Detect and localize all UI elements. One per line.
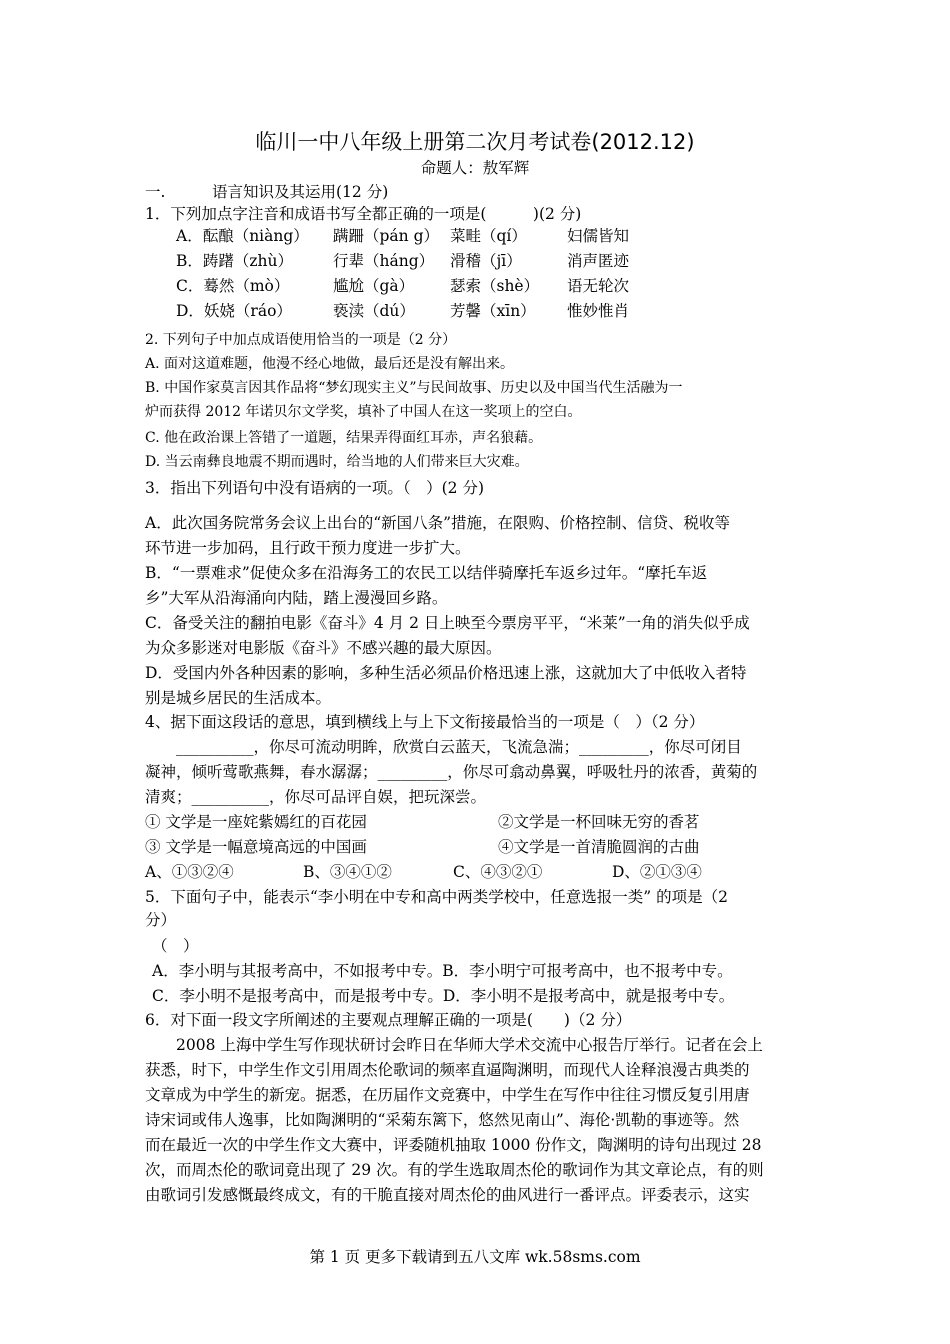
q1-option-c-word4: 语无轮次 — [567, 277, 630, 295]
q2-option-d: D. 当云南彝良地震不期而遇时，给当地的人们带来巨大灾难。 — [145, 454, 529, 470]
q1-option-c: C．蓦然（mò） — [176, 277, 290, 295]
q3-line: C．备受关注的翻拍电影《奋斗》4 月 2 日上映至今票房平平，“米莱”一角的消失似乎成 — [145, 614, 750, 632]
q1-option-b: B．踌躇（zhù） — [176, 252, 294, 270]
q6-stem: 6．对下面一段文字所阐述的主要观点理解正确的一项是( )（2 分） — [145, 1011, 632, 1029]
section-number: 一. — [145, 183, 166, 201]
q3-line: D．受国内外各种因素的影响，多种生活必须品价格迅速上涨，这就加大了中低收入者特 — [145, 664, 747, 682]
q4-passage-line: __________，你尽可流动明眸，欣赏白云蓝天，飞流急湍；_________，你尽可闭目 — [145, 738, 742, 756]
q1-option-d-word4: 惟妙惟肖 — [567, 302, 630, 320]
q2-option-b: B. 中国作家莫言因其作品将“梦幻现实主义”与民间故事、历史以及中国当代生活融为一 — [145, 380, 683, 396]
q5-stem: 5．下面句子中，能表示“李小明在中专和高中两类学校中，任意选报一类” 的项是（2 — [145, 888, 729, 906]
q1-option-c-word3: 瑟索（shè） — [450, 277, 540, 295]
q6-passage-line: 获悉，时下，中学生作文引用周杰伦歌词的频率直逼陶渊明，而现代人诠释浪漫古典类的 — [145, 1061, 750, 1079]
q4-stem: 4、据下面这段话的意思，填到横线上与上下文衔接最恰当的一项是（ ）（2 分） — [145, 713, 705, 731]
q4-passage-line: 清爽；__________，你尽可品评自娱，把玩深尝。 — [145, 788, 487, 806]
q1-option-c-word2: 尴尬（gà） — [333, 277, 415, 295]
q2-option-b-cont: 炉而获得 2012 年诺贝尔文学奖，填补了中国人在这一奖项上的空白。 — [145, 404, 582, 420]
q4-sentence-2: ②文学是一杯回味无穷的香茗 — [498, 813, 700, 831]
q5-options-cd: C．李小明不是报考高中，而是报考中专。D．李小明不是报考高中，就是报考中专。 — [152, 987, 735, 1005]
q3-line: 乡”大军从沿海涌向内陆，踏上漫漫回乡路。 — [145, 589, 448, 607]
q2-option-a: A. 面对这道难题，他漫不经心地做，最后还是没有解出来。 — [145, 356, 515, 372]
q6-passage-line: 2008 上海中学生写作现状研讨会昨日在华师大学术交流中心报告厅举行。记者在会上 — [145, 1036, 763, 1054]
q4-sentence-3: ③ 文学是一幅意境高远的中国画 — [145, 838, 367, 856]
q4-passage-line: 凝神，倾听莺歌燕舞，春水潺潺；_________，你尽可翕动鼻翼，呼吸牡丹的浓香，黄菊的 — [145, 763, 758, 781]
q1-option-d: D．妖娆（ráo） — [176, 302, 292, 320]
q4-sentence-4: ④文学是一首清脆圆润的古曲 — [498, 838, 700, 856]
page-footer: 第 1 页 更多下载请到五八文库 wk.58sms.com — [309, 1248, 641, 1266]
q5-answer-paren: （ ） — [152, 937, 199, 955]
section-heading: 语言知识及其运用(12 分) — [212, 183, 389, 201]
q1-option-a: A．酝酿（niàng） — [176, 227, 309, 245]
q1-option-a-word3: 菜畦（qí） — [450, 227, 527, 245]
page-title: 临川一中八年级上册第二次月考试卷(2012.12) — [255, 130, 695, 154]
q3-line: 别是城乡居民的生活成本。 — [145, 689, 332, 707]
q5-stem-cont: 分） — [145, 911, 177, 929]
q1-option-b-word4: 消声匿迹 — [567, 252, 630, 270]
q6-passage-line: 由歌词引发感慨最终成文，有的干脆直接对周杰伦的曲风进行一番评点。评委表示，这实 — [145, 1186, 750, 1204]
q3-line: 环节进一步加码，且行政干预力度进一步扩大。 — [145, 539, 471, 557]
q1-stem: 1．下列加点字注音和成语书写全都正确的一项是( )(2 分) — [145, 205, 582, 223]
author-line: 命题人：敖军辉 — [420, 159, 530, 177]
q6-passage-line: 诗宋词或伟人逸事，比如陶渊明的“采菊东篱下，悠然见南山”、海伦·凯勒的事迹等。然 — [145, 1111, 740, 1129]
q4-answer-b: B、③④①② — [303, 863, 392, 881]
q4-answer-a: A、①③②④ — [145, 863, 234, 881]
q3-line: A．此次国务院常务会议上出台的“新国八条”措施，在限购、价格控制、信贷、税收等 — [145, 514, 731, 532]
q1-option-b-word3: 滑稽（jī） — [450, 252, 522, 270]
q6-passage-line: 文章成为中学生的新宠。据悉，在历届作文竞赛中，中学生在写作中往往习惯反复引用唐 — [145, 1086, 750, 1104]
q1-option-a-word2: 蹒跚（pán g） — [333, 227, 439, 245]
q3-line: 为众多影迷对电影版《奋斗》不感兴趣的最大原因。 — [145, 639, 502, 657]
q4-answer-c: C、④③②① — [453, 863, 543, 881]
q4-answer-d: D、②①③④ — [612, 863, 702, 881]
q3-line: B．“一票难求”促使众多在沿海务工的农民工以结伴骑摩托车返乡过年。“摩托车返 — [145, 564, 708, 582]
q3-stem: 3．指出下列语句中没有语病的一项。（ ）(2 分) — [145, 479, 484, 497]
q1-option-b-word2: 行辈（háng） — [333, 252, 435, 270]
q4-sentence-1: ① 文学是一座姹紫嫣红的百花园 — [145, 813, 367, 831]
q1-option-d-word3: 芳馨（xīn） — [450, 302, 536, 320]
q1-option-a-word4: 妇儒皆知 — [567, 227, 630, 245]
q6-passage-line: 次，而周杰伦的歌词竟出现了 29 次。有的学生选取周杰伦的歌词作为其文章论点，有的则 — [145, 1161, 764, 1179]
q2-option-c: C. 他在政治课上答错了一道题，结果弄得面红耳赤，声名狼藉。 — [145, 430, 543, 446]
q2-stem: 2. 下列句子中加点成语使用恰当的一项是（2 分） — [145, 332, 457, 348]
q1-option-d-word2: 亵渎（dú） — [333, 302, 415, 320]
q5-options-ab: A．李小明与其报考高中，不如报考中专。B．李小明宁可报考高中，也不报考中专。 — [152, 962, 733, 980]
q6-passage-line: 而在最近一次的中学生作文大赛中，评委随机抽取 1000 份作文，陶渊明的诗句出现过 28 — [145, 1136, 762, 1154]
